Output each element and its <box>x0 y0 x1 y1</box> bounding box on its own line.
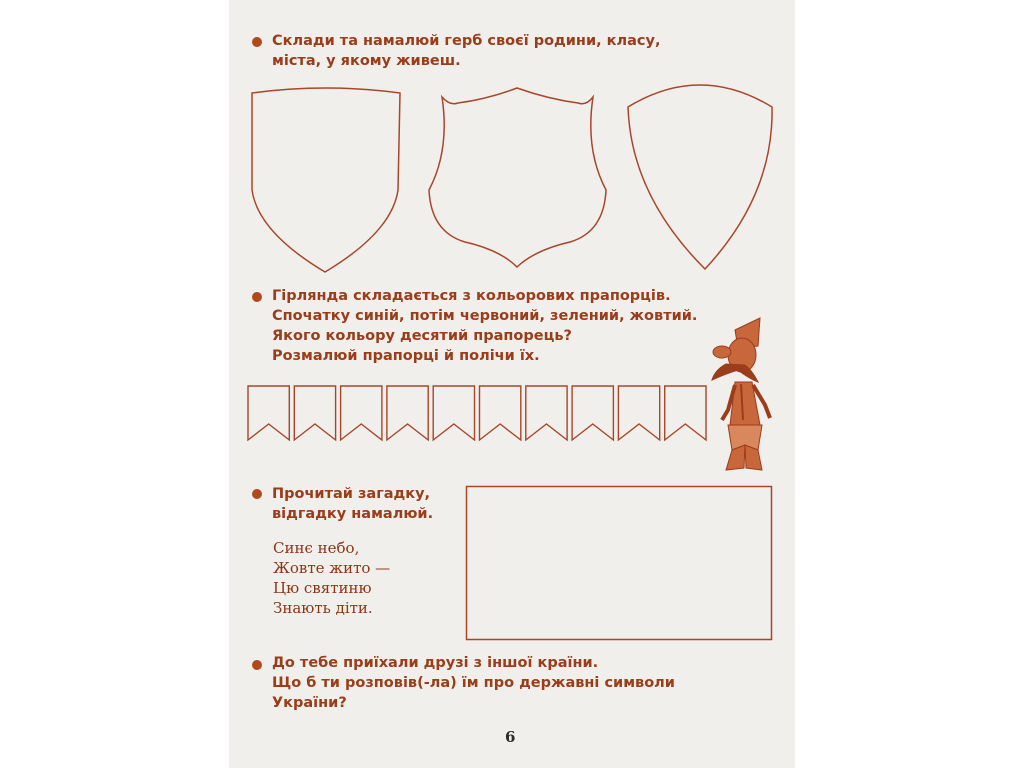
task-line: До тебе приїхали друзі з іншої країни. <box>272 655 599 671</box>
bullet-icon <box>252 660 262 670</box>
task-line: Розмалюй прапорці й полічи їх. <box>272 348 540 364</box>
task-line: Прочитай загадку, <box>272 486 431 502</box>
task-line: Якого кольору десятий прапорець? <box>272 328 572 344</box>
task-state-symbols-text <box>272 653 675 713</box>
task-line: Гірлянда складається з кольорових прапорців. <box>272 288 671 304</box>
riddle-line: Знають діти. <box>273 599 373 617</box>
riddle-line: Синє небо, <box>273 539 360 557</box>
task-line: міста, у якому живеш. <box>272 53 461 69</box>
task-line: Склади та намалюй герб своєї родини, класу, <box>272 33 661 49</box>
riddle-line: Цю святиню <box>273 579 372 597</box>
task-line: відгадку намалюй. <box>272 506 434 522</box>
task-line: України? <box>272 695 347 711</box>
task-line: Спочатку синій, потім червоний, зелений, жовтий. <box>272 308 698 324</box>
page-number: 6 <box>505 728 516 746</box>
riddle-line: Жовте жито — <box>273 559 391 577</box>
task-line: Що б ти розповів(-ла) їм про державні символи <box>272 675 675 691</box>
